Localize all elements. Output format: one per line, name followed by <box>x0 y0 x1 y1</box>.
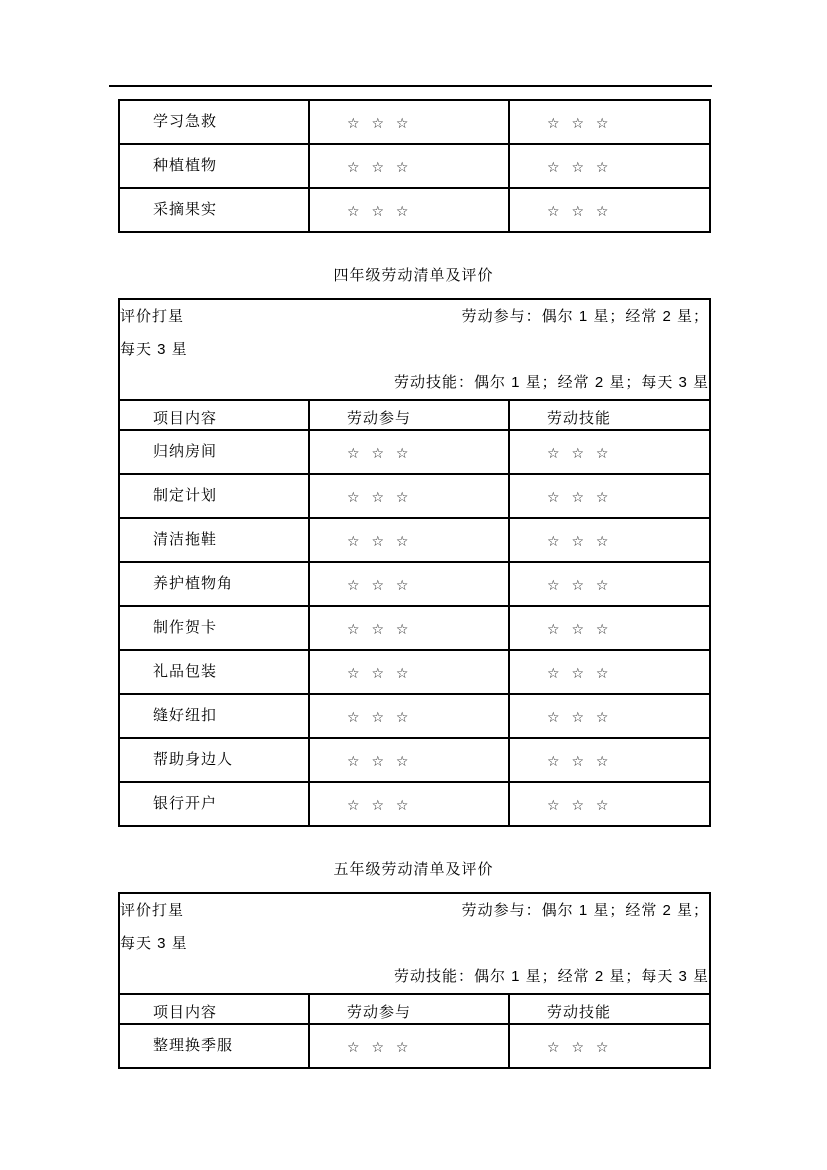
evaluation-note-row <box>119 299 710 400</box>
table-row <box>119 606 710 650</box>
col-header-participation: 劳动参与 <box>309 994 509 1024</box>
star-rating: ☆ ☆ ☆ <box>347 203 409 219</box>
star-rating: ☆ ☆ ☆ <box>347 577 409 593</box>
star-rating: ☆ ☆ ☆ <box>347 1039 409 1055</box>
table-row <box>119 474 710 518</box>
skill-stars-cell <box>509 562 710 606</box>
skill-stars-cell <box>509 474 710 518</box>
item-cell <box>119 738 309 782</box>
star-rating: ☆ ☆ ☆ <box>547 115 609 131</box>
skill-stars-cell <box>509 782 710 826</box>
star-rating: ☆ ☆ ☆ <box>347 709 409 725</box>
skill-rule: 劳动技能：偶尔 1 星；经常 2 星；每天 3 星 <box>393 968 710 985</box>
star-rating: ☆ ☆ ☆ <box>547 445 609 461</box>
star-rating: ☆ ☆ ☆ <box>547 577 609 593</box>
participation-stars-cell <box>309 694 509 738</box>
skill-stars-cell <box>509 606 710 650</box>
item-cell <box>119 188 309 232</box>
table-row <box>119 782 710 826</box>
star-rating: ☆ ☆ ☆ <box>347 159 409 175</box>
evaluation-note-row <box>119 893 710 994</box>
item-cell <box>119 474 309 518</box>
item-label: 制定计划 <box>153 487 218 504</box>
evaluation-note-cell <box>119 299 710 400</box>
star-rating: ☆ ☆ ☆ <box>347 533 409 549</box>
star-rating: ☆ ☆ ☆ <box>547 797 609 813</box>
column-header-row <box>119 994 710 1024</box>
table-row <box>119 562 710 606</box>
grade3-labor-table-continued <box>118 99 711 233</box>
item-label: 礼品包装 <box>153 663 218 680</box>
table-row <box>119 188 710 232</box>
skill-stars-cell <box>509 188 710 232</box>
star-rating: ☆ ☆ ☆ <box>347 797 409 813</box>
participation-stars-cell <box>309 144 509 188</box>
skill-stars-cell <box>509 144 710 188</box>
participation-stars-cell <box>309 474 509 518</box>
star-rating: ☆ ☆ ☆ <box>347 621 409 637</box>
item-label: 缝好纽扣 <box>153 707 218 724</box>
col-header-skill: 劳动技能 <box>509 400 710 430</box>
star-rating: ☆ ☆ ☆ <box>347 753 409 769</box>
item-cell <box>119 100 309 144</box>
participation-stars-cell <box>309 606 509 650</box>
item-label: 归纳房间 <box>153 443 218 460</box>
table-row <box>119 518 710 562</box>
table-row <box>119 650 710 694</box>
table-row <box>119 738 710 782</box>
item-label: 银行开户 <box>153 795 218 812</box>
item-label: 种植植物 <box>153 157 218 174</box>
star-rating: ☆ ☆ ☆ <box>347 489 409 505</box>
star-rating: ☆ ☆ ☆ <box>547 709 609 725</box>
skill-stars-cell <box>509 518 710 562</box>
participation-stars-cell <box>309 782 509 826</box>
grade5-labor-table <box>118 892 711 1069</box>
col-header-participation: 劳动参与 <box>309 400 509 430</box>
star-rating: ☆ ☆ ☆ <box>547 621 609 637</box>
star-rating: ☆ ☆ ☆ <box>547 665 609 681</box>
item-label: 学习急救 <box>153 113 218 130</box>
grade5-section-title: 五年级劳动清单及评价 <box>333 861 494 878</box>
participation-stars-cell <box>309 562 509 606</box>
item-cell <box>119 782 309 826</box>
star-rating: ☆ ☆ ☆ <box>547 159 609 175</box>
participation-stars-cell <box>309 430 509 474</box>
table-row <box>119 694 710 738</box>
col-header-item: 项目内容 <box>119 400 309 430</box>
evaluation-note-cell <box>119 893 710 994</box>
skill-rule: 劳动技能：偶尔 1 星；经常 2 星；每天 3 星 <box>393 374 710 391</box>
star-rating: ☆ ☆ ☆ <box>547 489 609 505</box>
item-cell <box>119 562 309 606</box>
star-rating: ☆ ☆ ☆ <box>547 203 609 219</box>
grade4-section-title: 四年级劳动清单及评价 <box>333 267 494 284</box>
star-rating: ☆ ☆ ☆ <box>547 533 609 549</box>
item-cell <box>119 1024 309 1068</box>
participation-stars-cell <box>309 1024 509 1068</box>
participation-rule-wrap: 每天 3 星 <box>120 341 188 358</box>
skill-stars-cell <box>509 738 710 782</box>
skill-stars-cell <box>509 430 710 474</box>
skill-stars-cell <box>509 100 710 144</box>
participation-stars-cell <box>309 518 509 562</box>
table-row <box>119 144 710 188</box>
note-label: 评价打星 <box>120 308 185 325</box>
star-rating: ☆ ☆ ☆ <box>347 445 409 461</box>
participation-stars-cell <box>309 188 509 232</box>
table-row <box>119 430 710 474</box>
column-header-row <box>119 400 710 430</box>
col-header-skill: 劳动技能 <box>509 994 710 1024</box>
participation-rule: 劳动参与：偶尔 1 星；经常 2 星； <box>461 308 710 325</box>
item-label: 帮助身边人 <box>153 751 234 768</box>
participation-stars-cell <box>309 650 509 694</box>
item-label: 整理换季服 <box>153 1037 234 1054</box>
skill-stars-cell <box>509 694 710 738</box>
participation-rule-wrap: 每天 3 星 <box>120 935 188 952</box>
participation-rule: 劳动参与：偶尔 1 星；经常 2 星； <box>461 902 710 919</box>
star-rating: ☆ ☆ ☆ <box>547 753 609 769</box>
item-label: 清洁拖鞋 <box>153 531 218 548</box>
table-continuation-border <box>109 85 712 87</box>
item-cell <box>119 694 309 738</box>
star-rating: ☆ ☆ ☆ <box>347 665 409 681</box>
item-cell <box>119 430 309 474</box>
participation-stars-cell <box>309 738 509 782</box>
item-cell <box>119 144 309 188</box>
skill-stars-cell <box>509 650 710 694</box>
grade4-labor-table <box>118 298 711 827</box>
item-cell <box>119 518 309 562</box>
item-label: 养护植物角 <box>153 575 234 592</box>
star-rating: ☆ ☆ ☆ <box>347 115 409 131</box>
item-cell <box>119 606 309 650</box>
table-row <box>119 1024 710 1068</box>
star-rating: ☆ ☆ ☆ <box>547 1039 609 1055</box>
table-row <box>119 100 710 144</box>
col-header-item: 项目内容 <box>119 994 309 1024</box>
item-label: 制作贺卡 <box>153 619 218 636</box>
skill-stars-cell <box>509 1024 710 1068</box>
participation-stars-cell <box>309 100 509 144</box>
note-label: 评价打星 <box>120 902 185 919</box>
item-cell <box>119 650 309 694</box>
item-label: 采摘果实 <box>153 201 218 218</box>
